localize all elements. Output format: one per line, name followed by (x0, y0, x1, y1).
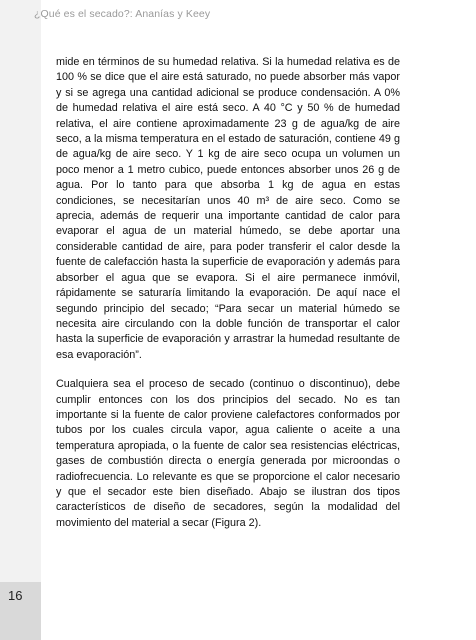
page-number-tab (0, 582, 41, 640)
running-header: ¿Qué es el secado?: Ananías y Keey (34, 8, 211, 20)
body-text (56, 55, 400, 531)
paragraph-humedad-relativa: mide en términos de su humedad relativa. Si la humedad relativa es de 100 % se dice que el aire está saturado, no puede absorber más vapor y si se agrega una cantidad adicional se produce condensación. A 0% de humedad relativa el aire está seco. A 40 °C y 50 % de humedad relativa, el aire contiene aproximadamente 23 g de agua/kg de aire seco, a la misma temperatura en el estado de saturación, contiene 49 g de agua/kg de aire seco. Y 1 kg de aire seco ocupa un volumen un poco menor a 1 metro cubico, puede entonces absorber unos 26 g de agua. Por lo tanto para que absorba 1 kg de agua en estas condiciones, se necesitarían unos 40 m³ de aire seco. Como se aprecia, además de requerir una importante cantidad de calor para evaporar el agua de un material húmedo, se debe aportar una considerable cantidad de aire, para poder transferir el calor desde la fuente de calefacción hasta la superficie de evaporación y además para absorber el agua que se evapora. Si el aire permanece inmóvil, rápidamente se saturaría limitando la evaporación. De aquí nace el segundo principio del secado; “Para secar un material húmedo se necesita aire circulando con la doble función de transportar el calor hasta la superficie de evaporación y arrastrar la humedad resultante de esa evaporación”. (56, 56, 400, 361)
margin-stripe (0, 0, 41, 640)
page-number: 16 (8, 588, 23, 603)
paragraph-principios-secado: Cualquiera sea el proceso de secado (continuo o discontinuo), debe cumplir entonces con los dos principios del secado. No es tan importante si la fuente de calor proviene calefactores conformados por tubos por los cuales circula vapor, agua caliente o aceite a una temperatura apropiada, o la fuente de calor sea resistencias eléctricas, gases de combustión directa o energía generada por microondas o radiofrecuencia. Lo relevante es que se proporcione el calor necesario y que el secador este bien diseñado. Abajo se ilustran dos tipos característicos de diseño de secadores, según la modalidad del movimiento del material a secar (Figura 2). (56, 378, 400, 529)
